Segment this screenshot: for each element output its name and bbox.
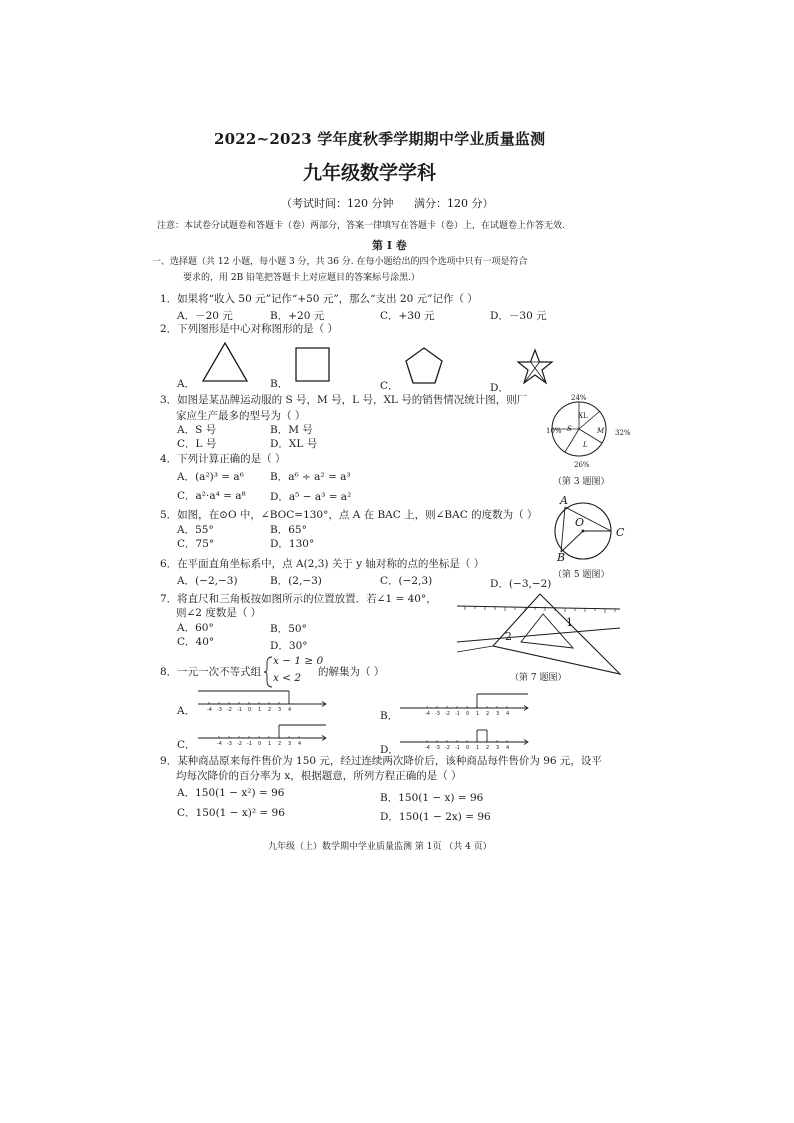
svg-text:3: 3 [496,711,500,717]
ruler-triangle-figure [455,592,625,682]
svg-text:-3: -3 [435,745,440,751]
q8-stem: 8．一元一次不等式组 [160,666,262,678]
q2-option-d: D． [490,382,509,394]
q5-stem: 5．如图，在⊙O 中，∠BOC=130°，点 A 在 BAC 上，则∠BAC 的度数为（ ） [160,509,538,521]
q3-option-b: B．M 号 [270,424,313,436]
q9-stem: 9．某种商品原来每件售价为 150 元，经过连续两次降价后，该种商品每件售价为 96 元，设平 [160,755,602,767]
q3-stem: 3．如图是某品牌运动服的 S 号，M 号，L 号，XL 号的销售情况统计图，则厂 [160,394,528,406]
circle-label-b: B [557,551,566,564]
q9-option-b: B．150(1 − x) = 96 [380,792,484,804]
q1-option-b: B．+20 元 [270,310,325,322]
q7-option-c: C．40° [177,636,215,648]
q6-option-a: A．(−2,−3) [177,575,238,587]
q9-option-a: A．150(1 − x²) = 96 [177,787,285,799]
svg-text:-1: -1 [455,745,460,751]
svg-text:3: 3 [496,745,500,751]
number-line-b [400,692,530,722]
circle-label-o: O [575,516,585,529]
svg-text:-4: -4 [207,707,212,713]
q7-option-b: B．50° [270,623,307,635]
q3-option-a: A．S 号 [177,424,217,436]
q4-option-b: B．a⁶ ÷ a² = a³ [270,471,351,483]
svg-text:1: 1 [476,711,480,717]
exam-subtitle: 九年级数学学科 [303,162,437,184]
page-footer: 九年级（上）数学期中学业质量监测 第 1页 （共 4 页） [268,842,492,852]
q7-stem-2: 则∠2 度数是（ ） [176,607,262,619]
svg-text:4: 4 [506,745,510,751]
fig3-caption: （第 3 题图） [553,477,610,487]
q7-option-a: A．60° [177,622,214,634]
q9-option-c: C．150(1 − x)² = 96 [177,807,285,819]
exam-time: （考试时间：120 分钟 [281,197,394,210]
q1-option-a: A．－20 元 [177,310,233,322]
q6-option-b: B．(2,−3) [270,575,322,587]
q1-stem: 1．如果将“收入 50 元”记作“+50 元”，那么“支出 20 元”记作（ ） [160,293,478,305]
svg-text:2: 2 [486,711,490,717]
svg-text:-1: -1 [455,711,460,717]
angle-label-2: 2 [505,630,512,643]
svg-text:-4: -4 [425,745,430,751]
full-score: 满分：120 分） [414,197,494,210]
q3-stem-2: 家应生产最多的型号为（ ） [176,410,306,422]
svg-text:2: 2 [486,745,490,751]
svg-text:1: 1 [258,707,262,713]
pie-letter-l: L [583,441,588,449]
q6-option-c: C．(−2,3) [380,575,433,587]
q3-option-d: D．XL 号 [270,438,318,450]
number-line-d [400,726,530,756]
q7-stem: 7．将直尺和三角板按如图所示的位置放置．若∠1 = 40°， [160,593,437,605]
notice: 注意：本试卷分试题卷和答题卡（卷）两部分，答案一律填写在答题卡（卷）上，在试题卷上作答无效. [157,221,565,231]
q4-option-d: D．a⁵ − a³ = a² [270,491,352,503]
q8-stem-tail: 的解集为（ ） [318,666,385,678]
pie-letter-s: S [567,425,572,433]
svg-text:0: 0 [248,707,252,713]
svg-text:-3: -3 [227,741,232,747]
svg-text:-3: -3 [217,707,222,713]
q1-option-d: D．－30 元 [490,310,547,322]
q2-option-a: A． [177,378,196,390]
q4-option-c: C．a²·a⁴ = a⁸ [177,490,246,502]
svg-text:-2: -2 [237,741,242,747]
q7-option-d: D．30° [270,640,308,652]
square-shape [294,346,332,384]
q9-option-d: D．150(1 − 2x) = 96 [380,811,491,823]
q5-option-c: C．75° [177,538,215,550]
pie-label-top: 24% [571,394,587,402]
section1-line2: 要求的，用 2B 铅笔把答题卡上对应题目的答案标号涂黑.） [183,273,420,283]
system-ineq-1: x − 1 ≥ 0 [273,655,324,667]
exam-title: 2022~2023 学年度秋季学期期中学业质量监测 [214,130,546,148]
svg-text:-2: -2 [227,707,232,713]
number-line-a [198,688,328,718]
svg-text:1: 1 [476,745,480,751]
q5-option-d: D．130° [270,538,315,550]
q1-option-c: C．+30 元 [380,310,435,322]
q2-option-c: C． [380,380,399,392]
svg-text:4: 4 [288,707,292,713]
svg-text:3: 3 [278,707,282,713]
q8-option-b: B． [380,710,399,722]
q6-stem: 6．在平面直角坐标系中，点 A(2,3) 关于 y 轴对称的点的坐标是（ ） [160,558,485,570]
q6-option-d: D．(−3,−2) [490,578,552,590]
svg-text:-1: -1 [237,707,242,713]
svg-text:0: 0 [258,741,262,747]
svg-text:-1: -1 [247,741,252,747]
svg-text:2: 2 [268,707,272,713]
svg-text:-4: -4 [425,711,430,717]
q4-option-a: A．(a²)³ = a⁶ [177,471,244,483]
section1-line1: 一、选择题（共 12 小题，每小题 3 分，共 36 分. 在每小题给出的四个选项中只有一项是符合 [152,257,528,267]
q5-option-b: B．65° [270,524,307,536]
pie-label-right: 32% [615,429,631,437]
svg-text:-3: -3 [435,711,440,717]
circle-label-c: C [616,526,625,539]
star-shape [515,348,555,386]
q8-option-a: A． [177,705,196,717]
svg-text:-2: -2 [445,711,450,717]
triangle-shape [200,340,250,385]
svg-text:-2: -2 [445,745,450,751]
q8-option-d: D． [380,744,399,756]
q8-option-c: C． [177,739,196,751]
number-line-c [198,722,328,752]
q2-option-b: B． [270,378,289,390]
angle-label-1: 1 [566,616,573,629]
svg-text:1: 1 [268,741,272,747]
svg-text:0: 0 [466,711,470,717]
pentagon-shape [403,346,445,386]
svg-text:0: 0 [466,745,470,751]
system-ineq-2: x < 2 [273,672,302,684]
svg-text:-4: -4 [217,741,222,747]
pie-letter-m: M [597,427,605,435]
q3-option-c: C．L 号 [177,438,217,450]
pie-label-bottom: 26% [574,461,590,469]
svg-text:2: 2 [278,741,282,747]
q4-stem: 4．下列计算正确的是（ ） [160,453,286,465]
volume-label: 第 I 卷 [372,239,407,252]
svg-text:3: 3 [288,741,292,747]
svg-text:4: 4 [506,711,510,717]
pie-label-left: 10% [546,427,562,435]
q2-stem: 2．下列图形是中心对称图形的是（ ） [160,323,339,335]
circle-label-a: A [560,494,568,507]
q9-stem-2: 均每次降价的百分率为 x，根据题意，所列方程正确的是（ ） [176,770,462,782]
svg-text:4: 4 [298,741,302,747]
q5-option-a: A．55° [177,524,214,536]
pie-letter-xl: XL [578,412,588,420]
fig7-caption: （第 7 题图） [510,673,567,683]
fig5-caption: （第 5 题图） [553,570,610,580]
